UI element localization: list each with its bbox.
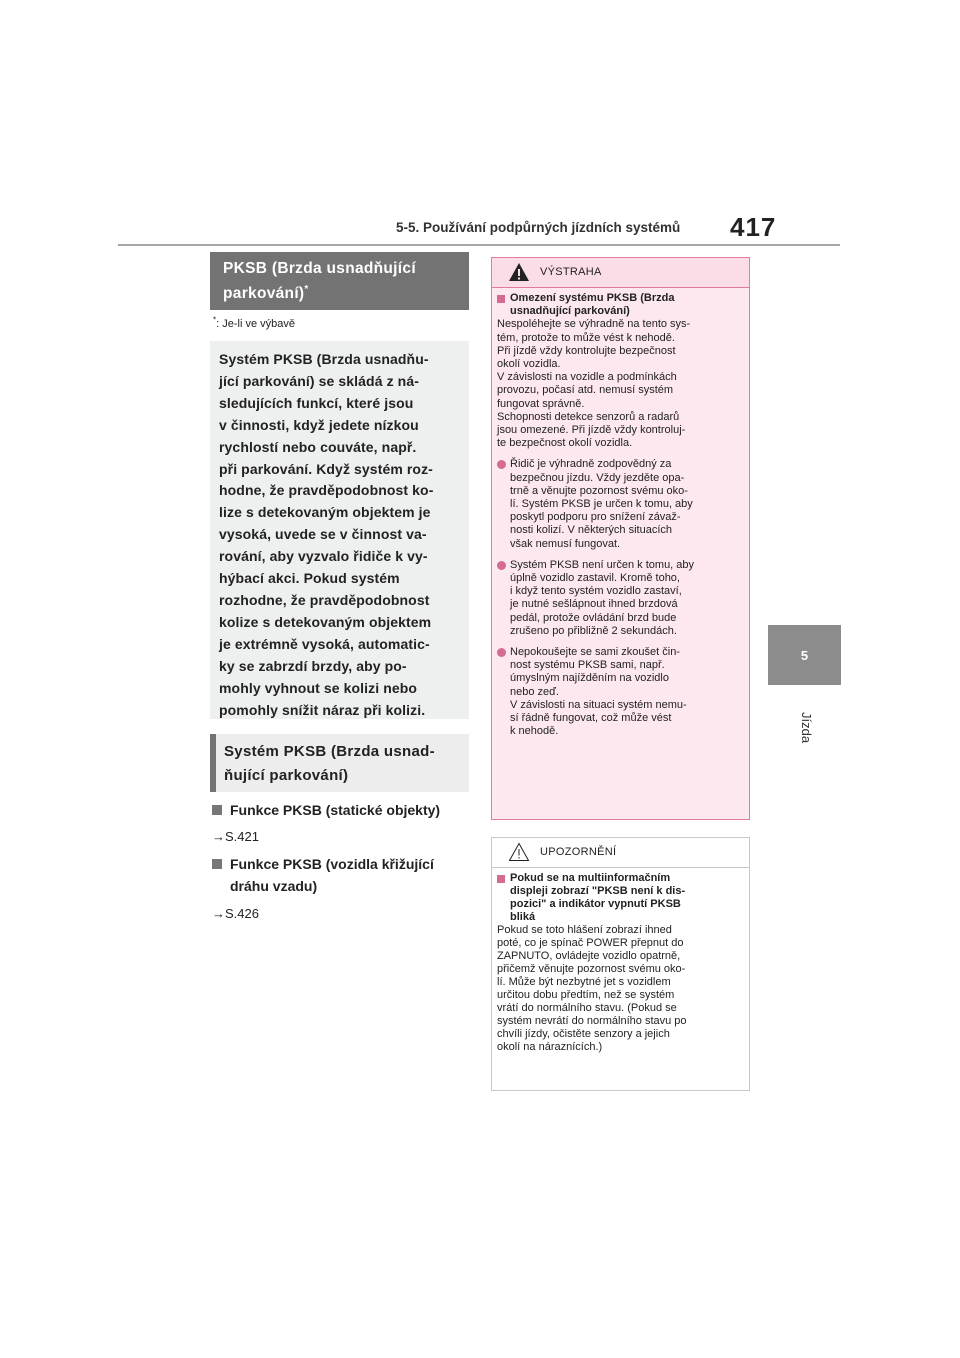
round-bullet-icon: [497, 648, 506, 657]
page-title-line-2: parkování)*: [223, 283, 309, 302]
warning-bullet: [497, 646, 745, 738]
notice-heading-line: displeji zobrazí "PKSB není k dis-: [510, 885, 686, 897]
item-cross-traffic: Funkce PKSB (vozidla křižující dráhu vzadu): [212, 853, 434, 897]
caution-triangle-icon: [508, 842, 530, 862]
chapter-label: Jízda: [799, 712, 814, 744]
footnote: *: Je-li ve výbavě: [213, 315, 295, 330]
warning-bullet-line: zrušeno po přibližně 2 sekundách.: [510, 624, 677, 637]
warning-bullet-line: k nehodě.: [510, 725, 559, 738]
warning-bullet-line: Nepokoušejte se sami zkoušet čin-: [510, 646, 680, 659]
notice-box: [491, 837, 750, 1091]
notice-heading: [497, 872, 745, 924]
section-title: 5-5. Používání podpůrných jízdních systémů: [396, 220, 681, 235]
warning-bullet-line: je nutné sešlápnout ihned brzdová: [510, 598, 678, 611]
notice-text-line: ZAPNUTO, ovládejte vozidlo opatrně,: [497, 950, 681, 962]
square-bullet-icon: [497, 875, 505, 883]
notice-text-line: chvíli jízdy, očistěte senzory a jejich: [497, 1028, 670, 1040]
page-number: 417: [730, 212, 777, 242]
notice-text-line: Pokud se toto hlášení zobrazí ihned: [497, 924, 672, 936]
page-title: [210, 252, 469, 310]
square-bullet-icon: [212, 805, 222, 815]
notice-heading-line: pozici" a indikátor vypnutí PKSB: [510, 898, 681, 910]
summary-line: pomohly snížit náraz při kolizi.: [219, 701, 426, 718]
notice-body: [492, 868, 749, 1054]
warning-triangle-icon: [508, 262, 530, 282]
round-bullet-icon: [497, 561, 506, 570]
warning-bullet-line: však nemusí fungovat.: [510, 537, 621, 550]
warning-bullet: [497, 559, 745, 638]
warning-bullet-line: nebo zeď.: [510, 685, 559, 698]
notice-text-line: lí. Může být nezbytné jet s vozidlem: [497, 976, 671, 988]
square-bullet-icon: [497, 295, 505, 303]
notice-text-line: přičemž věnujte pozornost svému oko-: [497, 963, 686, 975]
summary-line: ky se zabrzdí brzdy, aby po-: [219, 657, 407, 674]
warning-box: [491, 257, 750, 820]
header-rule: [118, 244, 840, 246]
warning-bullet-line: poskytl podporu pro snížení závaž-: [510, 511, 681, 524]
warning-text-line: Nespoléhejte se výhradně na tento sys-: [497, 318, 691, 331]
summary-line: rování, aby vyzvalo řidiče k vy-: [219, 548, 428, 565]
notice-heading-line: bliká: [510, 911, 536, 923]
chapter-tab: [768, 625, 841, 685]
warning-text-line: tém, protože to může vést k nehodě.: [497, 331, 675, 344]
notice-header: [492, 838, 749, 868]
warning-label: VÝSTRAHA: [540, 266, 602, 278]
item-static-objects: Funkce PKSB (statické objekty): [212, 799, 440, 821]
warning-text-line: Při jízdě vždy kontrolujte bezpečnost: [497, 344, 676, 357]
warning-bullet-line: bezpečnou jízdu. Vždy jezděte opa-: [510, 471, 685, 484]
warning-bullet-line: V závislosti na situaci systém nemu-: [510, 698, 687, 711]
warning-bullet-line: i když tento systém vozidlo zastaví,: [510, 585, 682, 598]
warning-text-line: jsou omezené. Při jízdě vždy kontroluj-: [497, 424, 686, 437]
warning-header: [492, 258, 749, 288]
notice-heading-line: Pokud se na multiinformačním: [510, 872, 671, 884]
summary-line: je extrémně vysoká, automatic-: [219, 635, 430, 652]
summary-line: mohly vyhnout se kolizi nebo: [219, 679, 418, 696]
summary-line: hýbací akci. Pokud systém: [219, 570, 400, 587]
summary-line: rozhodne, že pravděpodobnost: [219, 591, 430, 608]
warning-text-line: okolí vozidla.: [497, 358, 561, 371]
warning-bullet-line: úmyslným najížděním na vozidlo: [510, 672, 669, 685]
page-ref-link[interactable]: →S.421: [212, 829, 259, 844]
warning-bullet-line: Systém PKSB není určen k tomu, aby: [510, 558, 695, 571]
summary-line: v činnosti, když jedete nízkou: [219, 416, 419, 433]
warning-bullet-line: lí. Systém PKSB je určen k tomu, aby: [510, 498, 693, 511]
warning-bullet-line: nost systému PKSB sami, např.: [510, 659, 665, 672]
warning-body: [492, 288, 749, 739]
warning-bullet-line: trně a věnujte pozornost svému oko-: [510, 484, 688, 497]
round-bullet-icon: [497, 460, 506, 469]
title-footnote-mark: *: [304, 283, 309, 295]
warning-bullet-line: pedál, protože ovládání brzd bude: [510, 611, 677, 624]
notice-text-line: okolí na náraznících.): [497, 1041, 603, 1053]
summary-line: hodne, že pravděpodobnost ko-: [219, 482, 434, 499]
notice-text-line: systém nevrátí do normálního stavu po: [497, 1015, 687, 1027]
warning-heading-line: Omezení systému PKSB (Brzda: [510, 292, 675, 304]
warning-text-line: V závislosti na vozidle a podmínkách: [497, 371, 677, 384]
summary-line: jící parkování) se skládá z ná-: [219, 372, 419, 389]
warning-bullet: [497, 458, 745, 550]
section-heading: Systém PKSB (Brzda usnad- ňující parkování): [210, 734, 469, 792]
notice-paragraph: [497, 924, 745, 1054]
summary-line: lize s detekovaným objektem je: [219, 504, 431, 521]
notice-text-line: poté, co je spínač POWER přepnut do: [497, 937, 684, 949]
chapter-number: 5: [800, 647, 809, 663]
summary-text: [219, 349, 463, 721]
warning-text-line: te bezpečnost okolí vozidla.: [497, 437, 633, 450]
warning-bullet-line: Řidič je výhradně zodpovědný za: [510, 458, 672, 471]
warning-bullet-line: úplně vozidlo zastavil. Kromě toho,: [510, 572, 680, 585]
summary-line: Systém PKSB (Brzda usnadňu-: [219, 351, 429, 367]
warning-heading: [497, 292, 745, 318]
notice-text-line: vrátí do normálního stavu. (Pokud se: [497, 1002, 677, 1014]
notice-label: UPOZORNĚNÍ: [540, 846, 617, 858]
summary-line: kolize s detekovaným objektem: [219, 613, 432, 630]
page-ref-link[interactable]: →S.426: [212, 906, 259, 921]
square-bullet-icon: [212, 859, 222, 869]
summary-line: sledujících funkcí, které jsou: [219, 394, 414, 411]
warning-bullet-line: sí řádně fungovat, což může vést: [510, 712, 672, 725]
summary-line: při parkování. Když systém roz-: [219, 460, 433, 477]
warning-text-line: provozu, počasí atd. nemusí systém: [497, 384, 674, 397]
warning-heading-line: usnadňující parkování): [510, 305, 630, 318]
summary-box: [210, 341, 469, 719]
warning-bullet-line: nosti kolizí. V některých situacích: [510, 524, 673, 537]
summary-line: vysoká, uvede se v činnost va-: [219, 526, 427, 543]
warning-paragraph: [497, 318, 745, 450]
page-title-line-1: PKSB (Brzda usnadňující: [223, 260, 416, 277]
warning-text-line: fungovat správně.: [497, 397, 585, 410]
summary-line: rychlostí nebo couváte, např.: [219, 438, 417, 455]
notice-text-line: určitou dobu předtím, než se systém: [497, 989, 675, 1001]
warning-text-line: Schopnosti detekce senzorů a radarů: [497, 410, 680, 423]
